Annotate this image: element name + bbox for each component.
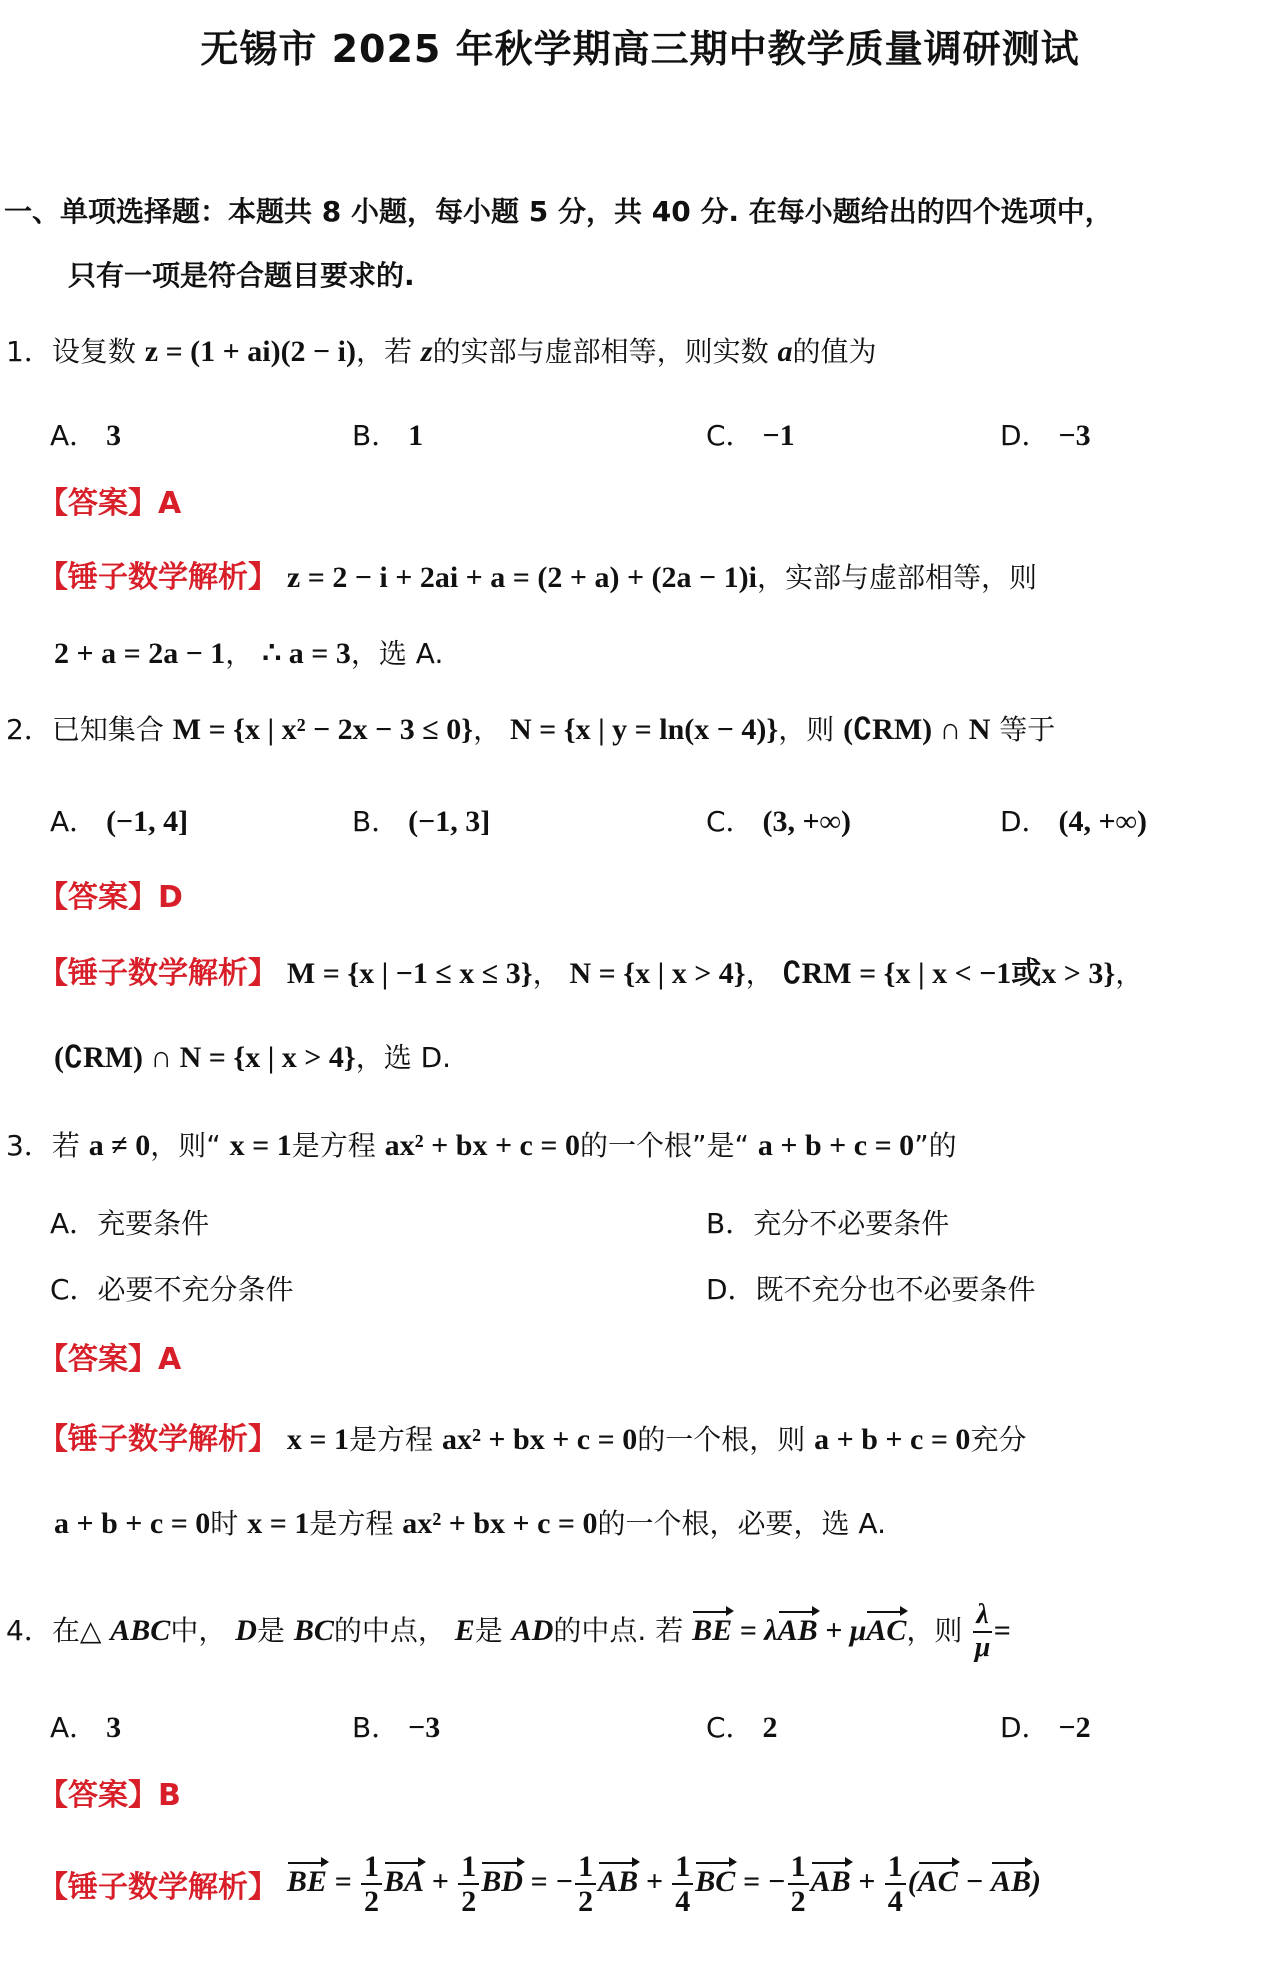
question-2-answer: 【答案】D [38, 880, 183, 915]
question-3-analysis-line1: 【锤子数学解析】 x = 1是方程 ax² + bx + c = 0的一个根，则 a + b + c = 0充分 [38, 1422, 1027, 1457]
question-4-answer: 【答案】B [38, 1778, 181, 1813]
option-c: C． (3, +∞) [706, 805, 851, 838]
option-d: D． −3 [1000, 419, 1091, 452]
option-a: A． 3 [50, 1711, 122, 1744]
question-4-stem: 4．在△ ABC中， D是 BC的中点， E是 AD的中点. 若 BE = λAB + μAC，则 $\frac{\lambda}{\mu}$ = [6, 1599, 1011, 1663]
option-c: C． 2 [706, 1711, 778, 1744]
question-3-analysis-line2: a + b + c = 0时 x = 1是方程 ax² + bx + c = 0的一个根，必要，选 A. [54, 1507, 886, 1540]
question-2-analysis-line2: (∁RM) ∩ N = {x | x > 4}，选 D. [54, 1041, 452, 1074]
option-d: D．既不充分也不必要条件 [706, 1273, 1036, 1306]
option-c: C．必要不充分条件 [50, 1273, 294, 1306]
question-2-stem: 2．已知集合 M = {x | x² − 2x − 3 ≤ 0}， N = {x | y = ln(x − 4)}，则 (∁RM) ∩ N 等于 [6, 713, 1056, 746]
option-b: B．充分不必要条件 [706, 1207, 950, 1240]
option-d: D． −2 [1000, 1711, 1091, 1744]
question-1-answer: 【答案】A [38, 486, 182, 521]
question-1-analysis-line2: 2 + a = 2a − 1， ∴ a = 3，选 A. [54, 637, 444, 670]
question-3-stem: 3．若 a ≠ 0，则“ x = 1是方程 ax² + bx + c = 0的一个根”是“ a + b + c = 0”的 [6, 1129, 957, 1162]
section-header-line1: 一、单项选择题：本题共 8 小题，每小题 5 分，共 40 分. 在每小题给出的四个选项中， [4, 195, 1113, 228]
option-b: B． 1 [352, 419, 424, 452]
section-header-line2: 只有一项是符合题目要求的. [68, 259, 415, 292]
option-d: D． (4, +∞) [1000, 805, 1147, 838]
question-2-analysis-line1: 【锤子数学解析】 M = {x | −1 ≤ x ≤ 3}， N = {x | x > 4}， ∁RM = {x | x < −1或x > 3}， [38, 956, 1144, 991]
option-b: B． (−1, 3] [352, 805, 491, 838]
option-a: A． 3 [50, 419, 122, 452]
option-a: A． (−1, 4] [50, 805, 189, 838]
option-a: A．充要条件 [50, 1207, 210, 1240]
option-b: B． −3 [352, 1711, 441, 1744]
question-3-answer: 【答案】A [38, 1342, 182, 1377]
lambda-over-mu: $\frac{\lambda}{\mu}$ [974, 1599, 991, 1663]
page-title: 无锡市 2025 年秋学期高三期中教学质量调研测试 [200, 27, 1080, 71]
question-1-analysis-line1: 【锤子数学解析】 z = 2 − i + 2ai + a = (2 + a) + (2a − 1)i，实部与虚部相等，则 [38, 560, 1037, 595]
option-c: C． −1 [706, 419, 795, 452]
question-4-analysis-line1: 【锤子数学解析】 BE = $\frac{1}{2}$ BA + $\frac{1}{2}$ BD = − $\frac{1}{2}$ AB + $\frac{1}{4}$ BC = − $\frac{1}{2}$ AB + $\frac{1}{4}$ (AC − AB) [38, 1850, 1041, 1918]
question-1-stem: 1．设复数 z = (1 + ai)(2 − i)，若 z的实部与虚部相等，则实数 a的值为 [6, 335, 877, 368]
